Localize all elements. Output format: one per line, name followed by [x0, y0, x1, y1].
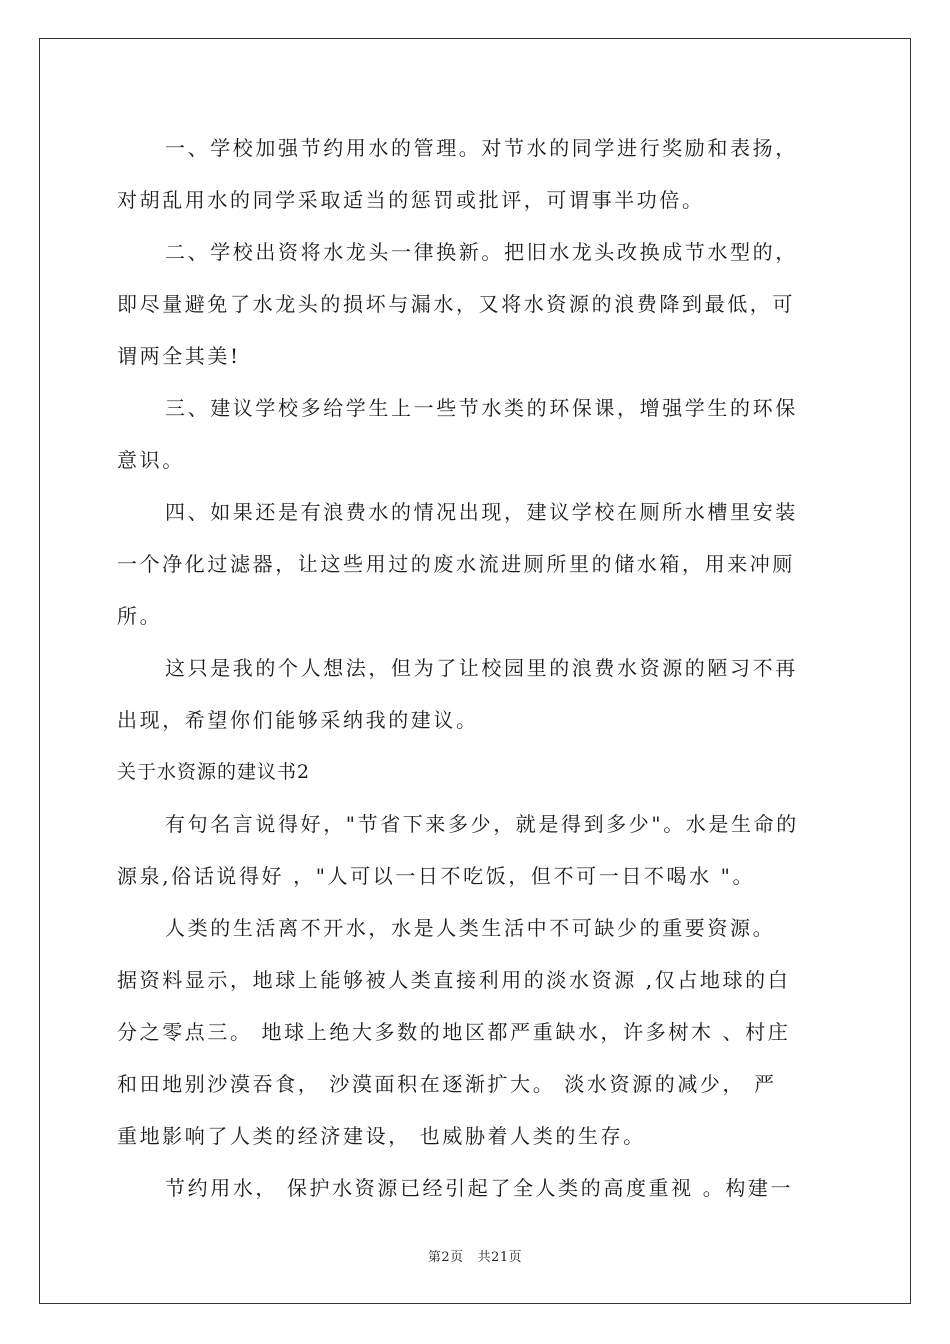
paragraph-line: 和田地别沙漠吞食， 沙漠面积在逐渐扩大。 淡水资源的减少， 严 — [117, 1072, 777, 1096]
paragraph-line: 有句名言说得好，"节省下来多少，就是得到多少"。水是生命的 — [165, 812, 799, 836]
document-body — [117, 122, 833, 1214]
paragraph-line: 谓两全其美! — [117, 344, 241, 368]
paragraph-line: 重地影响了人类的经济建设， 也威胁着人类的生存。 — [117, 1124, 646, 1148]
paragraph-line: 出现，希望你们能够采纳我的建议。 — [117, 708, 479, 732]
paragraph-line: 意识。 — [117, 448, 185, 472]
paragraph-line: 这只是我的个人想法，但为了让校园里的浪费水资源的陋习不再 — [165, 656, 798, 680]
section-heading: 关于水资源的建议书2 — [117, 761, 311, 783]
paragraph-line: 源泉,俗话说得好 ，"人可以一日不吃饭，但不可一日不喝水 "。 — [117, 864, 756, 888]
paragraph-line: 节约用水， 保护水资源已经引起了全人类的高度重视 。构建一 — [165, 1176, 794, 1200]
paragraph-line: 二、学校出资将水龙头一律换新。把旧水龙头改换成节水型的， — [165, 240, 798, 264]
paragraph-line: 一个净化过滤器，让这些用过的废水流进厕所里的储水箱，用来冲厕 — [117, 552, 795, 576]
paragraph-line: 所。 — [117, 604, 163, 628]
page-number: 第2页 — [427, 1250, 464, 1265]
paragraph-line: 对胡乱用水的同学采取适当的惩罚或批评，可谓事半功倍。 — [117, 188, 705, 212]
paragraph-line: 四、如果还是有浪费水的情况出现，建议学校在厕所水槽里安装 — [165, 500, 798, 524]
paragraph-line: 一、学校加强节约用水的管理。对节水的同学进行奖励和表扬， — [165, 136, 798, 160]
page-footer — [0, 1246, 950, 1265]
total-pages: 共21页 — [477, 1250, 523, 1265]
paragraph-line: 据资料显示，地球上能够被人类直接利用的淡水资源 ,仅占地球的白 — [117, 968, 791, 992]
paragraph-line: 人类的生活离不开水，水是人类生活中不可缺少的重要资源。 — [165, 916, 776, 940]
paragraph-line: 三、建议学校多给学生上一些节水类的环保课，增强学生的环保 — [165, 396, 798, 420]
paragraph-line: 即尽量避免了水龙头的损坏与漏水，又将水资源的浪费降到最低，可 — [117, 292, 795, 316]
paragraph-line: 分之零点三。 地球上绝大多数的地区都严重缺水，许多树木 、村庄 — [117, 1020, 791, 1044]
